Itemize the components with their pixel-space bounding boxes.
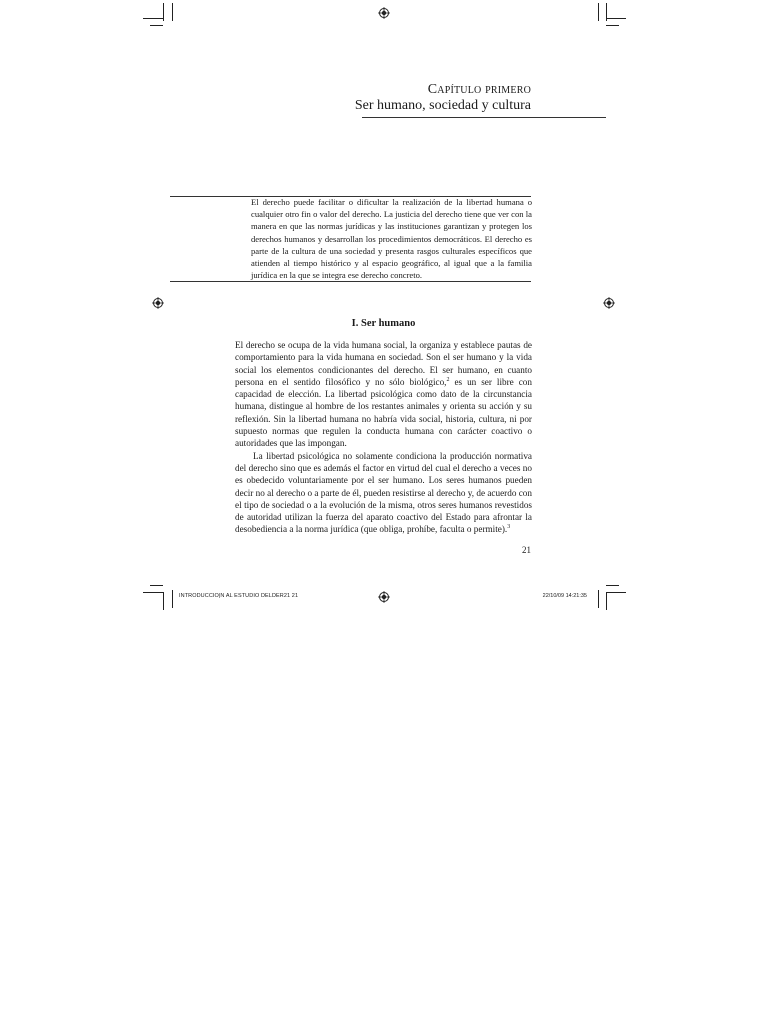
page-number: 21 (522, 545, 531, 555)
crop-mark (606, 592, 607, 610)
crop-mark (172, 3, 173, 21)
section-title: I. Ser humano (351, 318, 416, 329)
print-slug-timestamp: 22/10/09 14:21:35 (542, 593, 587, 599)
chapter-divider (362, 117, 606, 118)
registration-mark-icon (152, 297, 164, 309)
crop-mark (598, 590, 599, 608)
paragraph-1: El derecho se ocupa de la vida humana social, la organiza y establece pautas de comportamiento para la vida humana en sociedad. Son el ser humano y la vida social los elementos condicionantes del derecho. El ser humano, en cuanto persona en el sentido filosófico y no sólo biológico,$^2$ es un ser libre con capacidad de elección. La libertad psicológica como dato de la circunstancia humana, distingue al hombre de los restantes animales y orienta su acción y su reflexión. Sin la libertad humana no habría vida social, historia, cultura, ni por supuesto normas que regulen la conducta humana con carácter coactivo o autoridades que las impongan. (235, 340, 532, 449)
crop-mark (150, 25, 163, 26)
chapter-title: Ser humano, sociedad y cultura (354, 98, 531, 113)
crop-mark (606, 592, 626, 593)
registration-mark-icon (603, 297, 615, 309)
print-slug-filename: INTRODUCCIO|N AL ESTUDIO DELDER21 21 (179, 593, 299, 599)
crop-mark (606, 18, 626, 19)
chapter-label: Capítulo primero (427, 82, 531, 97)
abstract-bottom-rule (170, 281, 531, 282)
body-text (235, 339, 532, 536)
crop-mark (172, 590, 173, 608)
footnote-ref[interactable]: 2 (446, 376, 450, 383)
crop-mark (143, 18, 163, 19)
registration-mark-icon (378, 591, 390, 603)
crop-mark (143, 592, 163, 593)
registration-mark-icon (378, 7, 390, 19)
crop-mark (150, 585, 163, 586)
crop-mark (606, 25, 619, 26)
paragraph-2: La libertad psicológica no solamente condiciona la producción normativa del derecho sino que es además el factor en virtud del cual el derecho a veces no es obedecido voluntariamente por el ser humano. Los seres humanos pueden decir no al derecho o a parte de él, pueden resistirse al derecho y, de acuerdo con el tipo de sociedad o a la evolución de la misma, otros seres humanos revestidos de autoridad utilizan la fuerza del aparato coactivo del Estado para afrontar la desobediencia a la norma jurídica (que obliga, prohíbe, faculta o permite).$^3$ (235, 450, 532, 535)
crop-mark (163, 3, 164, 21)
chapter-abstract: El derecho puede facilitar o dificultar la realización de la libertad humana o cualquier otro fin o valor del derecho. La justicia del derecho tiene que ver con la manera en que las normas jurídicas y las instituciones garantizan y protegen los derechos humanos y desarrollan los procedimientos democráticos. El derecho es parte de la cultura de una sociedad y presenta rasgos culturales específicos que atienden al tiempo histórico y al espacio geográfico, al igual que a la familia jurídica en la que se integra ese derecho concreto. (251, 197, 532, 281)
footnote-ref[interactable]: 3 (507, 524, 511, 531)
crop-mark (606, 585, 619, 586)
crop-mark (163, 592, 164, 610)
crop-mark (598, 3, 599, 21)
